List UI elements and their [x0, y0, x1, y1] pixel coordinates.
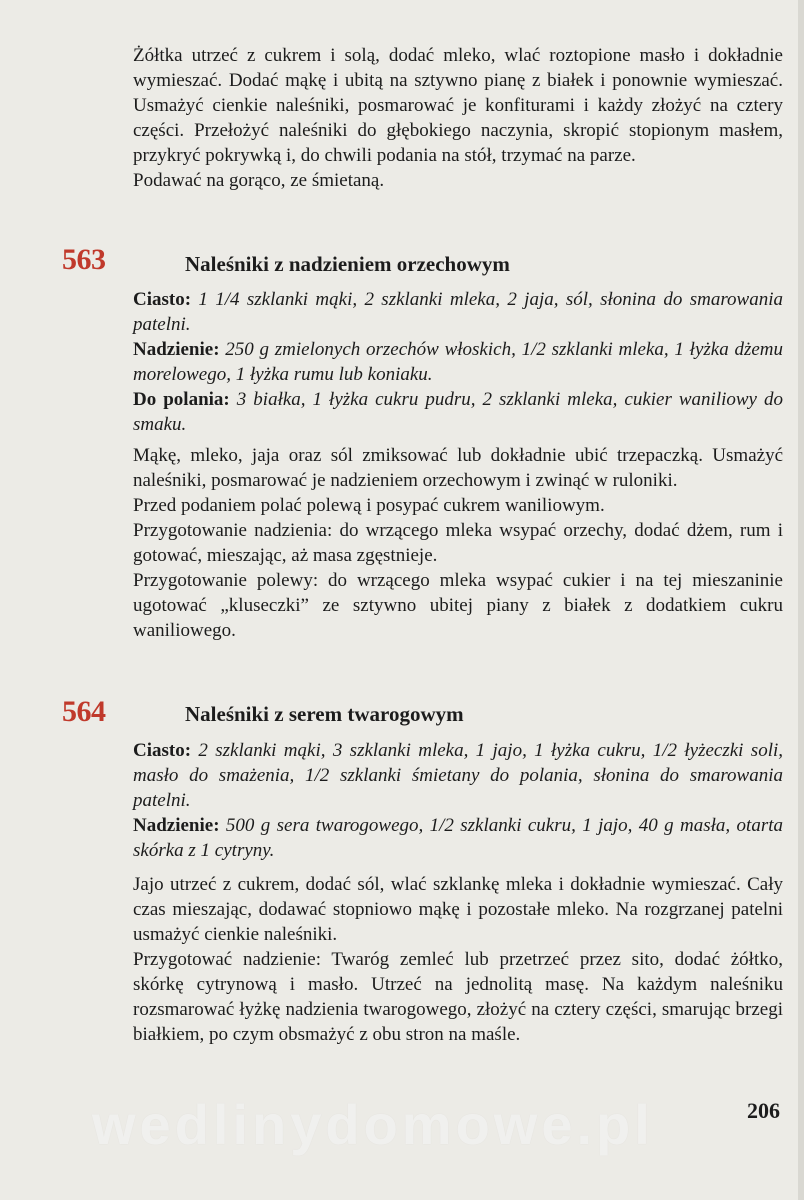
recipe-number: 563 [62, 243, 106, 276]
ingredient-label: Ciasto: [133, 740, 192, 761]
page-edge [798, 0, 804, 1200]
ingredient-line [133, 738, 783, 813]
ingredient-label: Nadzienie: [133, 815, 220, 836]
recipe-563-ingredients [133, 287, 783, 437]
intro-paragraph: Żółtka utrzeć z cukrem i solą, dodać mleko, wlać roztopione masło i dokładnie wymieszać. Dodać mąkę i ubitą na sztywno pianę z białek i ponownie wymieszać. Usmażyć cienkie naleśniki, posmarować je konfiturami i każdy złożyć na cztery części. Przełożyć naleśniki do głębokiego naczynia, skropić stopionym masłem, przykryć pokrywką i, do chwili podania na stół, trzymać na parze. [133, 45, 783, 166]
recipe-title: Naleśniki z serem twarogowym [185, 702, 464, 726]
ingredient-label: Nadzienie: [133, 339, 220, 360]
recipe-number: 564 [62, 695, 106, 728]
ingredient-text: 500 g sera twarogowego, 1/2 szklanki cukru, 1 jajo, 40 g masła, otarta skórka z 1 cytryny. [133, 815, 783, 861]
intro-text [133, 43, 783, 193]
recipe-563-steps [133, 443, 783, 643]
ingredient-text: 250 g zmielonych orzechów włoskich, 1/2 szklanki mleka, 1 łyżka dżemu morelowego, 1 łyżka rumu lub koniaku. [133, 339, 783, 385]
step-paragraph: Przygotować nadzienie: Twaróg zemleć lub przetrzeć przez sito, dodać żółtko, skórkę cytrynową i masło. Utrzeć na jednolitą masę. Na każdym naleśniku rozsmarować łyżkę nadzienia twarogowego, złożyć na cztery części, smarując brzegi białkiem, po czym obsmażyć z obu stron na maśle. [133, 949, 783, 1045]
ingredient-label: Do polania: [133, 389, 230, 410]
step-paragraph: Przygotowanie nadzienia: do wrzącego mleka wsypać orzechy, dodać dżem, rum i gotować, mieszając, aż masa zgęstnieje. [133, 520, 783, 566]
watermark: wedlinydomowe.pl [92, 1093, 654, 1156]
recipe-564-ingredients [133, 738, 783, 863]
ingredient-line [133, 813, 783, 863]
recipe-564-steps [133, 872, 783, 1047]
recipe-title: Naleśniki z nadzieniem orzechowym [185, 252, 510, 276]
ingredient-line [133, 387, 783, 437]
ingredient-text: 3 białka, 1 łyżka cukru pudru, 2 szklanki mleka, cukier waniliowy do smaku. [133, 389, 783, 435]
step-paragraph: Jajo utrzeć z cukrem, dodać sól, wlać szklankę mleka i dokładnie wymieszać. Cały czas mieszając, dodawać stopniowo mąkę i pozostałe mleko. Na rozgrzanej patelni usmażyć cienkie naleśniki. [133, 874, 783, 945]
intro-serving-note: Podawać na gorąco, ze śmietaną. [133, 170, 385, 191]
step-paragraph: Przed podaniem polać polewą i posypać cukrem waniliowym. [133, 495, 605, 516]
ingredient-text: 1 1/4 szklanki mąki, 2 szklanki mleka, 2 jaja, sól, słonina do smarowania patelni. [133, 289, 783, 335]
ingredient-line [133, 337, 783, 387]
step-paragraph: Mąkę, mleko, jaja oraz sól zmiksować lub dokładnie ubić trzepaczką. Usmażyć naleśniki, posmarować je nadzieniem orzechowym i zwinąć w ruloniki. [133, 445, 783, 491]
step-paragraph: Przygotowanie polewy: do wrzącego mleka wsypać cukier i na tej mieszaninie ugotować „kluseczki” ze sztywno ubitej piany z białek z dodatkiem cukru waniliowego. [133, 570, 783, 641]
ingredient-line [133, 287, 783, 337]
ingredient-text: 2 szklanki mąki, 3 szklanki mleka, 1 jajo, 1 łyżka cukru, 1/2 łyżeczki soli, masło do smażenia, 1/2 szklanki śmietany do polania, słonina do smarowania patelni. [133, 740, 783, 811]
ingredient-label: Ciasto: [133, 289, 192, 310]
page-number: 206 [747, 1098, 780, 1123]
